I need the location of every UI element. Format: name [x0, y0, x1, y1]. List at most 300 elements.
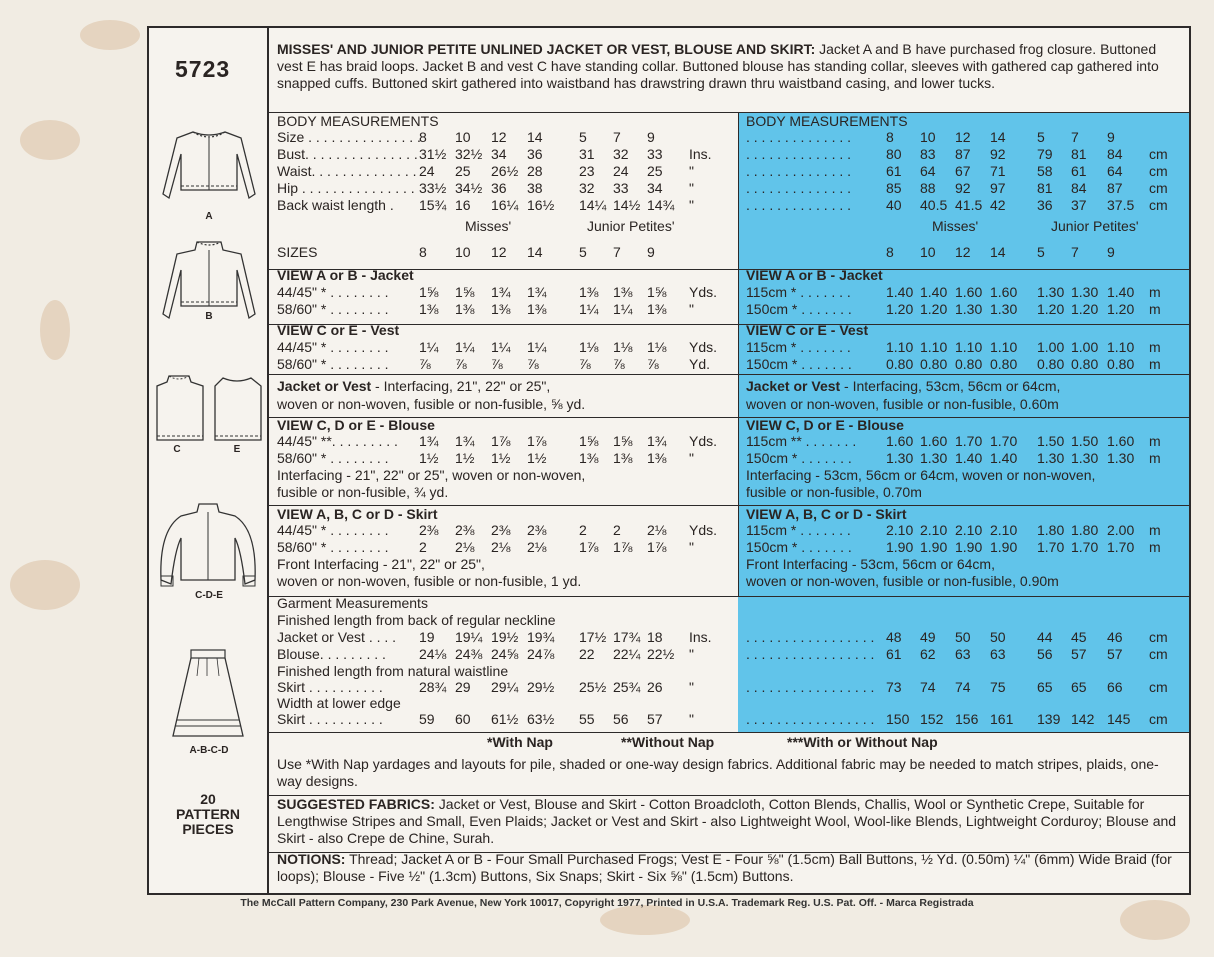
garment-cm-value: 142	[1071, 711, 1095, 727]
garment-in-value: 22½	[647, 646, 675, 662]
suggested-fabrics	[277, 796, 1182, 847]
body-cm-value: 81	[1071, 146, 1087, 162]
body-in-value: 24	[613, 163, 629, 179]
skirt-interfacing-cm-2: woven or non-woven, fusible or non-fusible, 0.90m	[746, 573, 1059, 589]
sizes-cm-value: 8	[886, 244, 894, 260]
body-in-label: Hip . . . . . . . . . . . . . . .	[277, 180, 415, 196]
garment-in-value: 56	[613, 711, 629, 727]
blouse-in-value: 1⅞	[491, 433, 511, 449]
skirt-cm-value: 1.70	[1107, 539, 1135, 555]
vest-in-value: ⅞	[419, 356, 431, 372]
sizes-cm-value: 7	[1071, 244, 1079, 260]
skirt-cm-label: 115cm * . . . . . . .	[746, 522, 851, 538]
jacket-interfacing-text-cm: - Interfacing, 53cm, 56cm or 64cm,	[840, 378, 1061, 394]
jacket-a-sketch	[157, 124, 261, 210]
skirt-cm-value: 1.80	[1071, 522, 1099, 538]
sizes-cm-value: 14	[990, 244, 1006, 260]
body-in-value: 25	[455, 163, 471, 179]
junior-group-label-cm: Junior Petites'	[1051, 218, 1139, 234]
stain	[20, 120, 80, 160]
skirt-cm-unit: m	[1149, 522, 1161, 538]
skirt-interfacing-cm-1: Front Interfacing - 53cm, 56cm or 64cm,	[746, 556, 995, 572]
body-in-label: Bust. . . . . . . . . . . . . . .	[277, 146, 418, 162]
vest-in-unit: Yd.	[689, 356, 711, 372]
garment-cm-unit: cm	[1149, 629, 1168, 645]
garment-in-value: 19½	[491, 629, 519, 645]
jacket-cm-unit: m	[1149, 284, 1161, 300]
body-measurements-title-cm: BODY MEASUREMENTS	[746, 113, 908, 129]
skirt-in-value: 2	[613, 522, 621, 538]
blouse-in-value: 1¾	[455, 433, 475, 449]
body-in-value: 16¼	[491, 197, 519, 213]
vest-cm-value: 0.80	[1037, 356, 1065, 372]
vest-in-value: 1⅛	[647, 339, 667, 355]
body-cm-value: 61	[1071, 163, 1087, 179]
body-cm-value: 40	[886, 197, 902, 213]
vest-in-value: ⅞	[455, 356, 467, 372]
skirt-in-value: 2⅜	[419, 522, 439, 538]
jacket-cm-value: 1.30	[955, 301, 983, 317]
skirt-cm-value: 2.00	[1107, 522, 1135, 538]
vest-in-label: 58/60" * . . . . . . . .	[277, 356, 389, 372]
blouse-in-value: 1⅞	[527, 433, 547, 449]
body-in-unit: "	[689, 197, 694, 213]
garment-cm-row	[269, 711, 1189, 728]
sizes-in-value: 12	[491, 244, 507, 260]
blouse-cm-value: 1.60	[920, 433, 948, 449]
sizes-in-value: 8	[419, 244, 427, 260]
body-cm-label: . . . . . . . . . . . . . .	[746, 146, 852, 162]
body-cm-value: 64	[1107, 163, 1123, 179]
body-in-unit: "	[689, 163, 694, 179]
garment-cm-unit: cm	[1149, 646, 1168, 662]
nap-note: Use *With Nap yardages and layouts for pile, shaded or one-way design fabrics. Additional fabric may be needed to match stripes, plaids, one-way designs.	[277, 756, 1159, 789]
body-in-unit: Ins.	[689, 146, 712, 162]
garment-in-unit: Ins.	[689, 629, 712, 645]
body-in-value: 31½	[419, 146, 447, 162]
sizes-in-value: 7	[613, 244, 621, 260]
body-in-value: 32	[613, 146, 629, 162]
skirt-in-value: 1⅞	[613, 539, 633, 555]
sizes-cm-value: 10	[920, 244, 936, 260]
vest-cm-unit: m	[1149, 356, 1161, 372]
jacket-in-unit: "	[689, 301, 694, 317]
jacket-cm-value: 1.30	[1037, 284, 1065, 300]
blouse-in-value: 1¾	[647, 433, 667, 449]
jacket-interfacing-bold-cm: Jacket or Vest	[746, 378, 841, 394]
jacket-cm-value: 1.40	[1107, 284, 1135, 300]
misses-group-label-cm: Misses'	[932, 218, 979, 234]
blouse-in-value: 1⅝	[579, 433, 599, 449]
jacket-cm-value: 1.40	[886, 284, 914, 300]
body-cm-label: . . . . . . . . . . . . . .	[746, 129, 852, 145]
body-in-value: 34	[647, 180, 663, 196]
blouse-interfacing-cm-2: fusible or non-fusible, 0.70m	[746, 484, 922, 500]
body-in-value: 14	[527, 129, 543, 145]
garment-cm-row	[269, 679, 1189, 696]
garment-cm-value: 57	[1071, 646, 1087, 662]
skirt-cm-value: 1.90	[886, 539, 914, 555]
jacket-in-value: 1⅜	[455, 301, 475, 317]
body-in-value: 23	[579, 163, 595, 179]
skirt-in-value: 2⅛	[527, 539, 547, 555]
jacket-in-value: 1⅜	[491, 301, 511, 317]
figure-label-c: C	[173, 444, 181, 455]
garment-in-value: 17¾	[613, 629, 641, 645]
garment-cm-value: 48	[886, 629, 902, 645]
skirt-in-value: 1⅞	[647, 539, 667, 555]
body-cm-value: 41.5	[955, 197, 983, 213]
garment-title: Garment Measurements	[277, 595, 428, 611]
garment-cm-value: 49	[920, 629, 936, 645]
body-in-value: 34	[491, 146, 507, 162]
jacket-title-cm: VIEW A or B - Jacket	[746, 267, 883, 283]
blouse-cm-value: 1.30	[1037, 450, 1065, 466]
vest-cm-row	[269, 356, 1189, 373]
misses-group-label: Misses'	[465, 218, 512, 234]
description-title: MISSES' AND JUNIOR PETITE UNLINED JACKET OR VEST, BLOUSE AND SKIRT:	[277, 41, 816, 57]
jacket-title: VIEW A or B - Jacket	[277, 267, 414, 283]
vest-in-value: 1⅛	[579, 339, 599, 355]
sizes-cm-row	[269, 244, 1189, 261]
jacket-interfacing-text: - Interfacing, 21", 22" or 25",	[371, 378, 551, 394]
sizes-cm-value: 9	[1107, 244, 1115, 260]
skirt-cm-value: 1.70	[1037, 539, 1065, 555]
body-cm-value: 71	[990, 163, 1006, 179]
body-in-value: 5	[579, 129, 587, 145]
notions	[277, 851, 1182, 885]
blouse-cm-label: 115cm ** . . . . . . .	[746, 433, 857, 449]
sizes-in-value: 14	[527, 244, 543, 260]
nap-either: ***With or Without Nap	[787, 734, 938, 750]
body-in-value: 31	[579, 146, 595, 162]
vest-cm-value: 1.00	[1071, 339, 1099, 355]
blouse-in-value: 1½	[527, 450, 547, 466]
body-cm-value: 14	[990, 129, 1006, 145]
nap-without: **Without Nap	[621, 734, 715, 750]
vest-cm-value: 0.80	[1071, 356, 1099, 372]
vest-cm-label: 115cm * . . . . . . .	[746, 339, 851, 355]
vest-cm-value: 0.80	[886, 356, 914, 372]
garment-cm-value: 44	[1037, 629, 1053, 645]
jacket-cm-value: 1.30	[1071, 284, 1099, 300]
garment-in-value: 63½	[527, 711, 555, 727]
garment-cm-value: 152	[920, 711, 944, 727]
garment-cm-label: . . . . . . . . . . . . . . . . .	[746, 711, 875, 727]
body-cm-value: 87	[1107, 180, 1123, 196]
blouse-cm-value: 1.60	[886, 433, 914, 449]
body-in-value: 15¾	[419, 197, 447, 213]
garment-cm-value: 50	[955, 629, 971, 645]
skirt-in-value: 2⅜	[455, 522, 475, 538]
skirt-cm-value: 1.70	[1071, 539, 1099, 555]
blouse-in-label: 44/45" **. . . . . . . . .	[277, 433, 398, 449]
jacket-interfacing-in-1	[277, 378, 550, 395]
blouse-sketch	[153, 500, 263, 592]
stain	[600, 905, 690, 935]
vest-cm-value: 1.10	[886, 339, 914, 355]
body-cm-value: 92	[955, 180, 971, 196]
pattern-number: 5723	[175, 56, 231, 82]
jacket-in-value: 1⅜	[647, 301, 667, 317]
garment-cm-value: 65	[1071, 679, 1087, 695]
body-in-value: 16½	[527, 197, 555, 213]
figure-label-b: B	[205, 311, 213, 322]
body-in-value: 14¼	[579, 197, 607, 213]
garment-cm-value: 63	[990, 646, 1006, 662]
body-in-value: 33	[613, 180, 629, 196]
garment-in-value: 59	[419, 711, 435, 727]
jacket-cm-value: 1.40	[920, 284, 948, 300]
jacket-cm-value: 1.20	[920, 301, 948, 317]
garment-in-value: 29½	[527, 679, 555, 695]
skirt-sketch	[163, 646, 253, 744]
garment-sub3: Width at lower edge	[277, 695, 401, 711]
jacket-cm-value: 1.20	[1037, 301, 1065, 317]
body-cm-label: . . . . . . . . . . . . . .	[746, 197, 852, 213]
body-cm-value: 81	[1037, 180, 1053, 196]
sizes-in-value: 5	[579, 244, 587, 260]
garment-cm-value: 56	[1037, 646, 1053, 662]
jacket-cm-unit: m	[1149, 301, 1161, 317]
body-in-value: 34½	[455, 180, 483, 196]
body-in-value: 25	[647, 163, 663, 179]
body-in-value: 38	[527, 180, 543, 196]
vest-in-value: ⅞	[527, 356, 539, 372]
body-in-value: 16	[455, 197, 471, 213]
garment-cm-value: 75	[990, 679, 1006, 695]
garment-cm-value: 57	[1107, 646, 1123, 662]
body-cm-value: 12	[955, 129, 971, 145]
garment-in-value: 25¾	[613, 679, 641, 695]
garment-cm-value: 66	[1107, 679, 1123, 695]
blouse-cm-value: 1.60	[1107, 433, 1135, 449]
vest-c-sketch	[151, 372, 209, 446]
jacket-in-unit: Yds.	[689, 284, 718, 300]
body-cm-value: 37.5	[1107, 197, 1135, 213]
body-in-value: 14¾	[647, 197, 675, 213]
body-cm-value: 67	[955, 163, 971, 179]
stain	[80, 20, 140, 50]
jacket-in-value: 1⅜	[613, 284, 633, 300]
blouse-cm-value: 1.70	[990, 433, 1018, 449]
vest-cm-row	[269, 339, 1189, 356]
body-cm-row	[269, 129, 1189, 146]
garment-in-value: 18	[647, 629, 663, 645]
body-cm-value: 80	[886, 146, 902, 162]
junior-group-label: Junior Petites'	[587, 218, 675, 234]
vest-in-value: 1¼	[419, 339, 439, 355]
notions-text: Thread; Jacket A or B - Four Small Purchased Frogs; Vest E - Four ⅝" (1.5cm) Ball Buttons, ½ Yd. (0.50m) ¼" (6mm) Wide Braid (for loops); Blouse - Five ½" (1.3cm) Buttons, Six Snaps; Skirt - Six ⅝" (1.5cm) Buttons.	[277, 851, 1172, 884]
blouse-in-value: 1½	[419, 450, 439, 466]
pieces-line2: PIECES	[182, 821, 234, 837]
skirt-cm-unit: m	[1149, 539, 1161, 555]
skirt-cm-value: 1.90	[920, 539, 948, 555]
blouse-cm-row	[269, 433, 1189, 450]
skirt-cm-value: 2.10	[886, 522, 914, 538]
body-cm-row	[269, 163, 1189, 180]
vest-in-value: 1¼	[455, 339, 475, 355]
vest-title: VIEW C or E - Vest	[277, 322, 400, 338]
garment-in-value: 22	[579, 646, 595, 662]
body-cm-value: 5	[1037, 129, 1045, 145]
body-in-value: 36	[527, 146, 543, 162]
jacket-interfacing-cm-1	[746, 378, 1060, 395]
garment-in-label: Skirt . . . . . . . . . .	[277, 679, 383, 695]
garment-cm-value: 50	[990, 629, 1006, 645]
body-in-value: 32	[579, 180, 595, 196]
body-in-value: 33	[647, 146, 663, 162]
body-cm-value: 64	[920, 163, 936, 179]
body-cm-label: . . . . . . . . . . . . . .	[746, 180, 852, 196]
skirt-cm-value: 1.90	[955, 539, 983, 555]
body-cm-label: . . . . . . . . . . . . . .	[746, 163, 852, 179]
body-cm-value: 83	[920, 146, 936, 162]
garment-in-value: 55	[579, 711, 595, 727]
garment-sub1: Finished length from back of regular neckline	[277, 612, 556, 628]
jacket-cm-value: 1.60	[990, 284, 1018, 300]
blouse-in-value: 1½	[491, 450, 511, 466]
garment-cm-value: 46	[1107, 629, 1123, 645]
vest-cm-value: 0.80	[990, 356, 1018, 372]
jacket-cm-value: 1.30	[990, 301, 1018, 317]
blouse-interfacing-in-2: fusible or non-fusible, ¾ yd.	[277, 484, 449, 500]
vest-in-value: 1¼	[527, 339, 547, 355]
body-in-value: 28	[527, 163, 543, 179]
skirt-title: VIEW A, B, C or D - Skirt	[277, 506, 438, 522]
vest-in-value: 1⅛	[613, 339, 633, 355]
blouse-cm-value: 1.50	[1037, 433, 1065, 449]
garment-in-label: Blouse. . . . . . . . .	[277, 646, 386, 662]
jacket-in-label: 44/45" * . . . . . . . .	[277, 284, 389, 300]
blouse-in-unit: Yds.	[689, 433, 718, 449]
body-cm-value: 84	[1071, 180, 1087, 196]
body-in-value: 26½	[491, 163, 519, 179]
skirt-cm-label: 150cm * . . . . . . .	[746, 539, 852, 555]
garment-in-value: 60	[455, 711, 471, 727]
body-in-value: 9	[647, 129, 655, 145]
figure-label-abcd: A-B-C-D	[189, 745, 229, 756]
body-cm-value: 8	[886, 129, 894, 145]
jacket-cm-row	[269, 284, 1189, 301]
body-cm-row	[269, 197, 1189, 214]
pattern-info-frame	[147, 26, 1191, 895]
figure-label-a: A	[205, 211, 213, 222]
sidebar-views	[149, 28, 269, 893]
garment-in-unit: "	[689, 646, 694, 662]
body-measurements-title-in: BODY MEASUREMENTS	[277, 113, 439, 129]
garment-in-value: 28¾	[419, 679, 447, 695]
body-cm-value: 85	[886, 180, 902, 196]
garment-in-value: 19¾	[527, 629, 555, 645]
body-in-unit: "	[689, 180, 694, 196]
body-cm-value: 42	[990, 197, 1006, 213]
garment-cm-value: 150	[886, 711, 910, 727]
vest-in-value: ⅞	[647, 356, 659, 372]
fabrics-text: Jacket or Vest, Blouse and Skirt - Cotton Broadcloth, Cotton Blends, Challis, Wool or Synthetic Crepe, Suitable for Lengthwise Stripes and Small, Even Plaids; Jacket or Vest and Skirt - also Lightweight Wool, Wool-like Blends, Lightweight Corduroy; Blouse and Skirt - also Crepe de Chine, Surah.	[277, 796, 1177, 846]
garment-cm-value: 74	[955, 679, 971, 695]
skirt-in-value: 2⅛	[491, 539, 511, 555]
body-cm-value: 7	[1071, 129, 1079, 145]
blouse-cm-unit: m	[1149, 450, 1161, 466]
garment-in-label: Skirt . . . . . . . . . .	[277, 711, 383, 727]
body-in-value: 8	[419, 129, 427, 145]
vest-cm-value: 1.10	[990, 339, 1018, 355]
nap-with: *With Nap	[487, 734, 553, 750]
body-in-value: 12	[491, 129, 507, 145]
blouse-cm-value: 1.50	[1071, 433, 1099, 449]
rule	[269, 324, 1189, 325]
blouse-cm-value: 1.40	[990, 450, 1018, 466]
skirt-cm-value: 2.10	[920, 522, 948, 538]
garment-in-value: 24⅛	[419, 646, 447, 662]
body-cm-value: 58	[1037, 163, 1053, 179]
skirt-in-label: 58/60" * . . . . . . . .	[277, 539, 389, 555]
jacket-cm-label: 115cm * . . . . . . .	[746, 284, 851, 300]
skirt-in-value: 2	[579, 522, 587, 538]
jacket-cm-value: 1.20	[886, 301, 914, 317]
body-cm-value: 97	[990, 180, 1006, 196]
skirt-cm-value: 1.80	[1037, 522, 1065, 538]
garment-cm-row	[269, 646, 1189, 663]
body-in-value: 10	[455, 129, 471, 145]
vest-cm-value: 1.00	[1037, 339, 1065, 355]
body-cm-value: 88	[920, 180, 936, 196]
blouse-title: VIEW C, D or E - Blouse	[277, 417, 435, 433]
jacket-in-label: 58/60" * . . . . . . . .	[277, 301, 389, 317]
jacket-cm-label: 150cm * . . . . . . .	[746, 301, 852, 317]
jacket-in-value: 1⅜	[419, 301, 439, 317]
blouse-cm-value: 1.30	[1107, 450, 1135, 466]
skirt-cm-value: 2.10	[955, 522, 983, 538]
pattern-description	[277, 41, 1182, 92]
pieces-number: 20	[200, 791, 216, 807]
jacket-in-value: 1⅝	[647, 284, 667, 300]
jacket-in-value: 1⅜	[579, 284, 599, 300]
vest-in-value: 1¼	[491, 339, 511, 355]
jacket-interfacing-cm-2: woven or non-woven, fusible or non-fusible, 0.60m	[746, 396, 1059, 412]
garment-cm-value: 161	[990, 711, 1014, 727]
garment-in-value: 29¼	[491, 679, 519, 695]
garment-in-value: 61½	[491, 711, 519, 727]
jacket-in-value: 1¼	[579, 301, 599, 317]
stain	[10, 560, 80, 610]
garment-cm-value: 62	[920, 646, 936, 662]
skirt-in-value: 2⅛	[455, 539, 475, 555]
blouse-interfacing-in-1: Interfacing - 21", 22" or 25", woven or non-woven,	[277, 467, 586, 483]
skirt-cm-value: 1.90	[990, 539, 1018, 555]
body-cm-value: 92	[990, 146, 1006, 162]
sizes-cm-value: 12	[955, 244, 971, 260]
body-cm-value: 37	[1071, 197, 1087, 213]
garment-cm-unit: cm	[1149, 711, 1168, 727]
vest-cm-value: 1.10	[955, 339, 983, 355]
vest-cm-value: 1.10	[1107, 339, 1135, 355]
garment-in-value: 25½	[579, 679, 607, 695]
jacket-in-value: 1⅝	[455, 284, 475, 300]
garment-cm-value: 61	[886, 646, 902, 662]
fabrics-label: SUGGESTED FABRICS:	[277, 796, 435, 812]
garment-sub2: Finished length from natural waistline	[277, 663, 509, 679]
figure-label-cde: C-D-E	[195, 590, 223, 601]
vest-title-cm: VIEW C or E - Vest	[746, 322, 869, 338]
jacket-in-value: 1⅜	[527, 301, 547, 317]
garment-cm-row	[269, 629, 1189, 646]
garment-in-value: 24⅜	[455, 646, 483, 662]
garment-in-value: 19¼	[455, 629, 483, 645]
blouse-cm-value: 1.30	[920, 450, 948, 466]
notions-label: NOTIONS:	[277, 851, 346, 867]
